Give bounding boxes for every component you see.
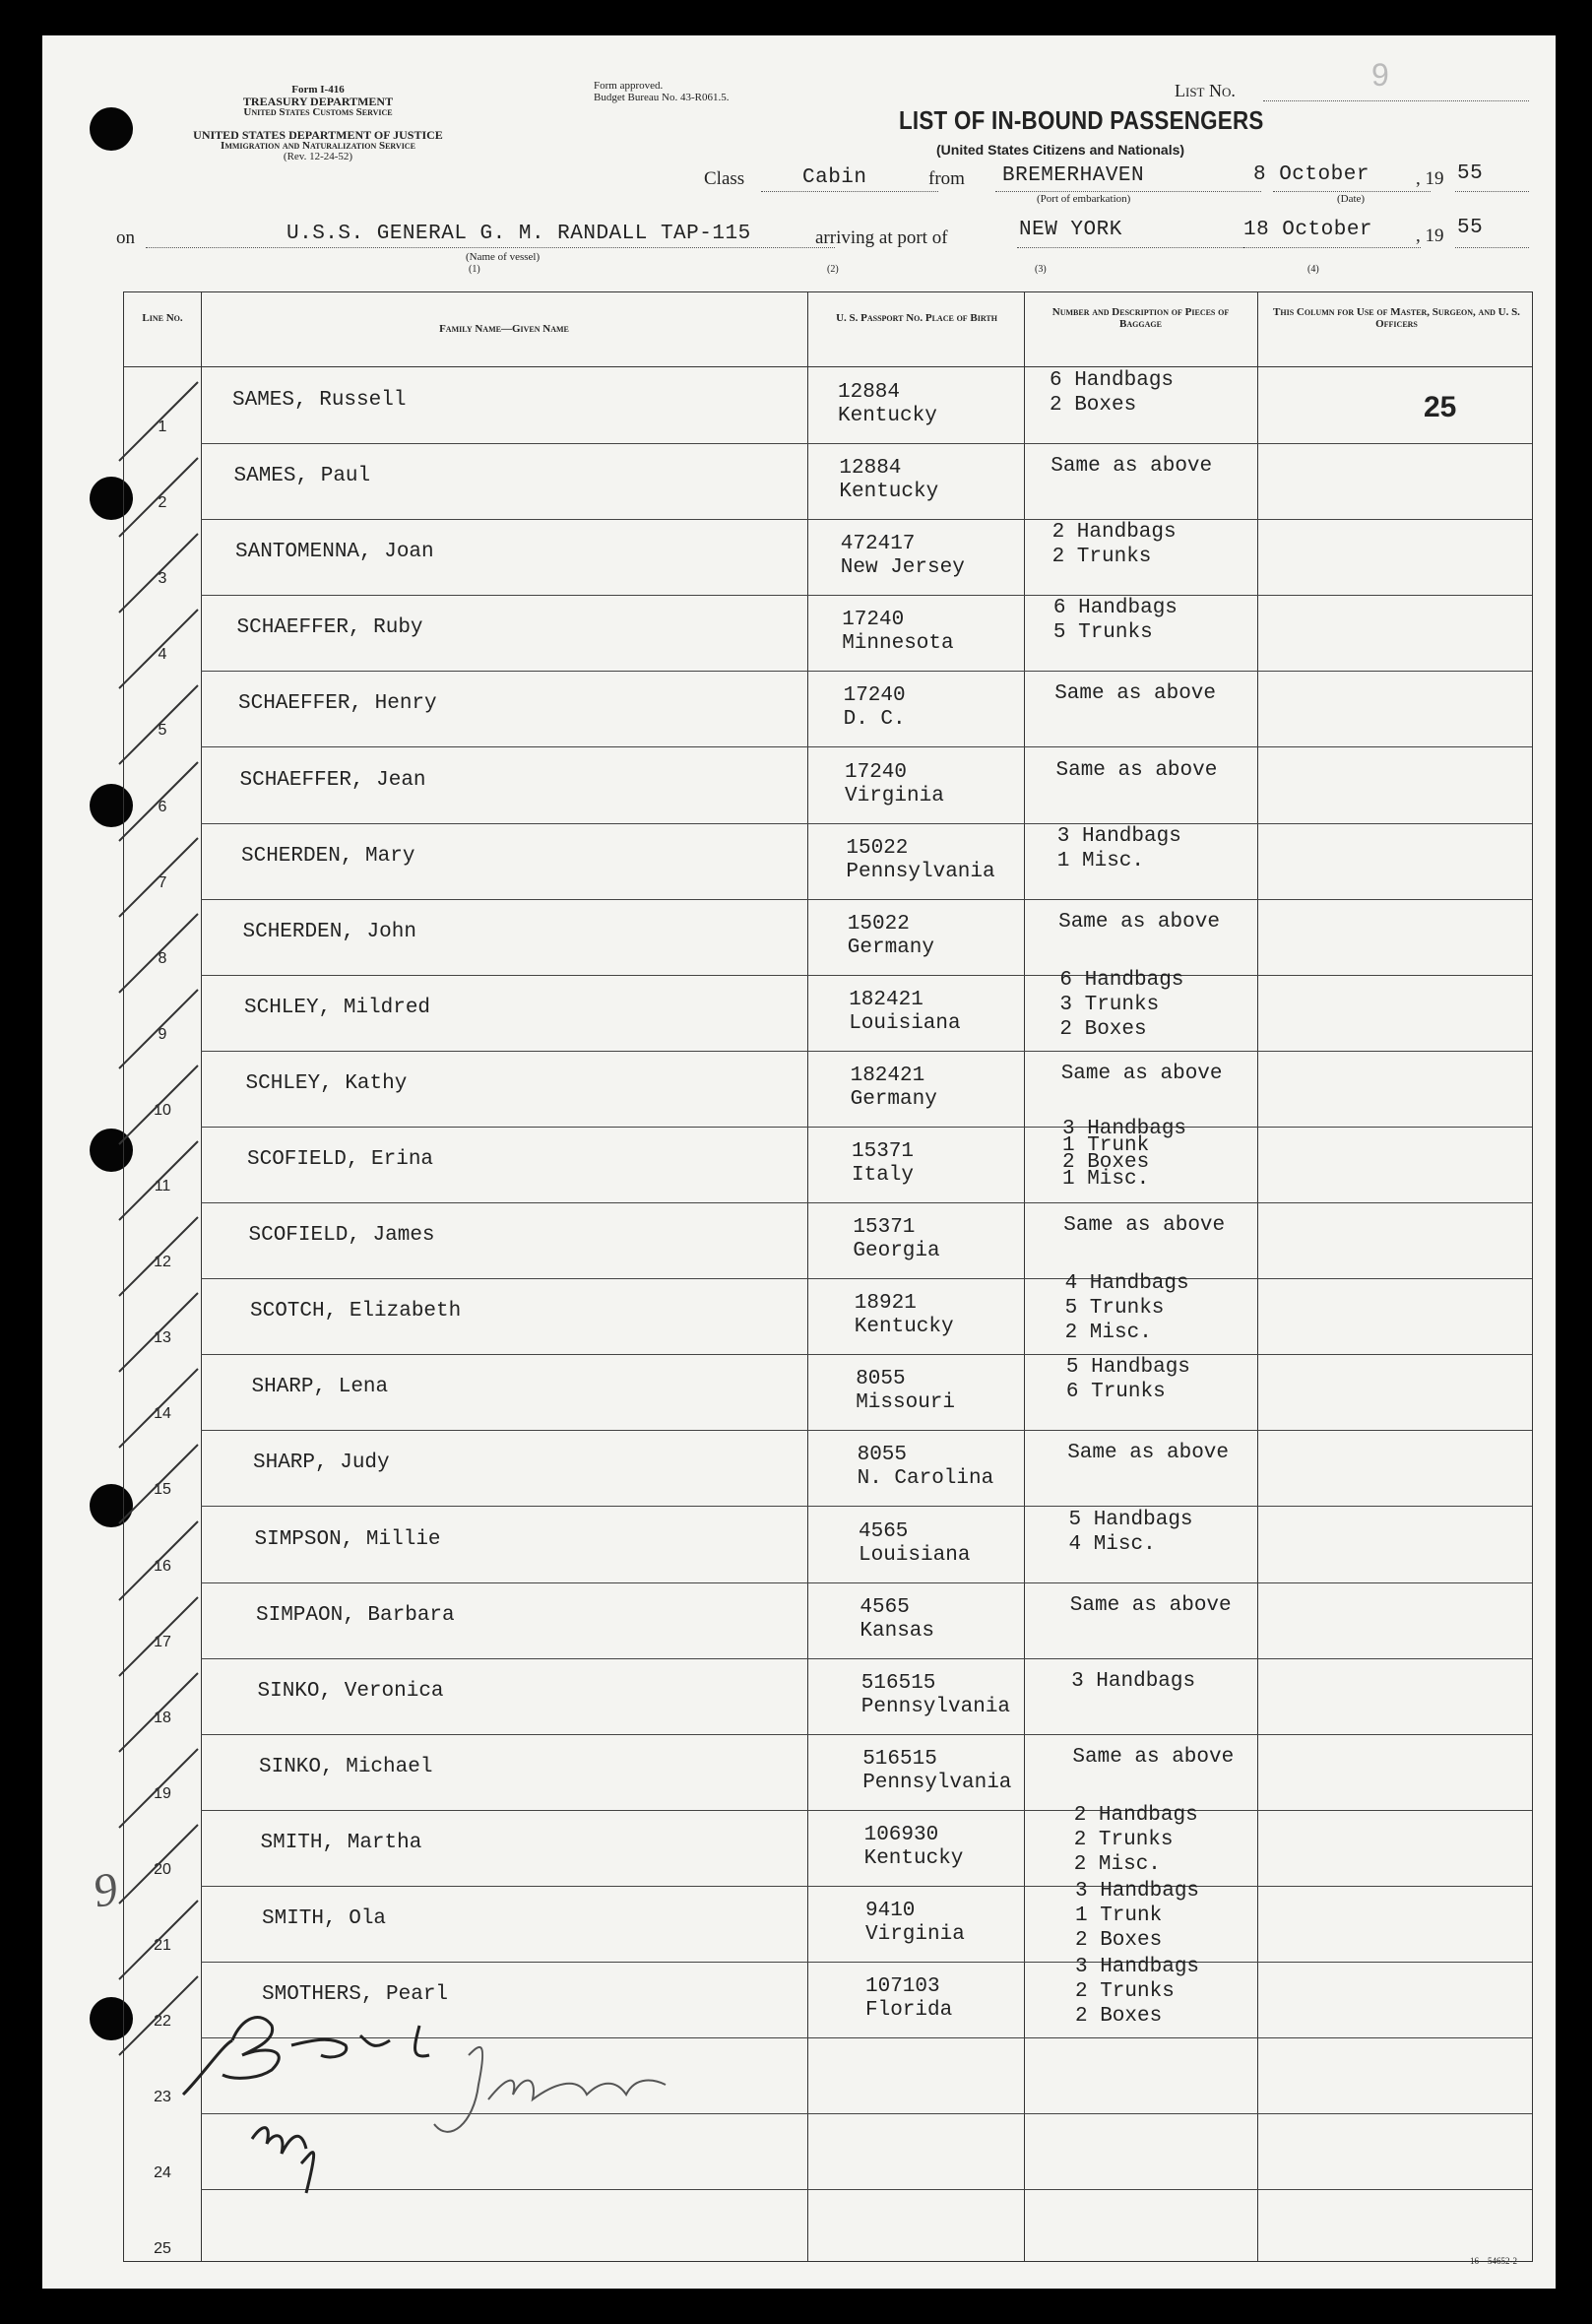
- table-row: [124, 747, 1532, 823]
- passenger-name: SCHLEY, Kathy: [245, 1071, 408, 1095]
- passport-cell: [859, 1520, 970, 1568]
- passenger-name: SINKO, Michael: [259, 1755, 433, 1778]
- line-number: 8: [158, 949, 167, 967]
- col-marker-3: (3): [1035, 264, 1047, 275]
- baggage-item: 2 Boxes: [1075, 2005, 1163, 2029]
- baggage-item: 1 Misc.: [1056, 849, 1145, 872]
- line-number: 25: [154, 2240, 171, 2258]
- baggage-item: 6 Trunks: [1065, 1381, 1166, 1404]
- passport-cell: [841, 533, 965, 580]
- place-of-birth: New Jersey: [840, 556, 965, 580]
- place-of-birth: N. Carolina: [857, 1467, 994, 1491]
- baggage-item: Same as above: [1072, 1745, 1235, 1769]
- passenger-name: SMITH, Ola: [262, 1907, 387, 1930]
- baggage-item: Same as above: [1054, 682, 1217, 706]
- col-marker-1: (1): [469, 264, 480, 275]
- table-row: [124, 443, 1532, 519]
- footer-code: 16—54652-2: [1470, 2256, 1517, 2266]
- passenger-name: SIMPAON, Barbara: [256, 1603, 455, 1627]
- baggage-item: 5 Trunks: [1064, 1297, 1165, 1321]
- line-number: 23: [154, 2089, 171, 2106]
- vessel-line: [146, 247, 835, 248]
- place-of-birth: Italy: [852, 1164, 915, 1187]
- baggage-item: 1 Trunk: [1075, 1904, 1163, 1927]
- baggage-cell: [1050, 368, 1174, 418]
- passport-cell: [865, 1900, 965, 1947]
- baggage-item: 2 Boxes: [1059, 1017, 1147, 1041]
- departure-date: 8 October: [1253, 163, 1369, 186]
- passport-cell: [856, 1368, 955, 1415]
- arrival-date: 18 October: [1243, 219, 1373, 241]
- baggage-item: 1 Misc.: [1062, 1168, 1150, 1191]
- port-caption: (Port of embarkation): [1037, 193, 1131, 205]
- baggage-cell: [1058, 910, 1220, 935]
- class-label: Class: [704, 168, 745, 189]
- passport-number: 8055: [856, 1368, 906, 1391]
- line-number: 18: [154, 1709, 171, 1726]
- arr-year-prefix: , 19: [1416, 226, 1444, 246]
- table-row: [124, 1734, 1532, 1810]
- punch-hole: [90, 107, 133, 151]
- class-line: [761, 191, 938, 192]
- passenger-name: SCHAEFFER, Henry: [238, 692, 437, 716]
- arr-port-line: [1017, 247, 1243, 248]
- passenger-name: SAMES, Paul: [233, 465, 371, 488]
- table-row: [124, 671, 1532, 746]
- passport-number: 12884: [838, 381, 901, 404]
- arr-year-line: [1455, 247, 1529, 248]
- table-row: [124, 1272, 1532, 1354]
- table-row: [124, 1118, 1532, 1202]
- officer-count: 25: [1424, 391, 1457, 423]
- baggage-item: 6 Handbags: [1050, 369, 1175, 392]
- place-of-birth: Minnesota: [842, 632, 954, 656]
- table-row: [124, 823, 1532, 899]
- table-row: [124, 1582, 1532, 1658]
- passport-number: 15371: [852, 1140, 915, 1163]
- baggage-cell: [1061, 1062, 1223, 1086]
- baggage-cell: [1054, 681, 1216, 706]
- passport-cell: [860, 1596, 934, 1644]
- line-number: 6: [158, 798, 167, 815]
- col-header-officers: This Column for Use of Master, Surgeon, and U. S. Officers: [1273, 306, 1520, 330]
- passport-number: 4565: [859, 1519, 909, 1543]
- margin-note: 9: [89, 1862, 122, 1918]
- table-row: [124, 1354, 1532, 1430]
- baggage-cell: [1066, 1355, 1190, 1404]
- baggage-item: 2 Misc.: [1064, 1322, 1152, 1345]
- port-embarkation: BREMERHAVEN: [1002, 164, 1145, 187]
- page-title: LIST OF IN-BOUND PASSENGERS: [899, 105, 1264, 135]
- justice-dept: UNITED STATES DEPARTMENT OF JUSTICE: [193, 128, 443, 142]
- line-number: 13: [154, 1329, 171, 1347]
- place-of-birth: Kentucky: [863, 1846, 964, 1870]
- baggage-cell: [1074, 1803, 1198, 1877]
- approval-text: Form approved.: [594, 80, 664, 92]
- passenger-name: SCHERDEN, John: [242, 920, 416, 943]
- from-line: [995, 191, 1261, 192]
- baggage-item: 5 Handbags: [1065, 1356, 1190, 1380]
- passenger-name: SCHLEY, Mildred: [244, 996, 431, 1019]
- line-number: 5: [158, 722, 167, 740]
- passport-number: 516515: [860, 1671, 936, 1695]
- passport-cell: [842, 609, 953, 656]
- baggage-cell: [1065, 1271, 1189, 1345]
- passport-number: 182421: [849, 988, 923, 1011]
- line-number: 3: [158, 570, 167, 588]
- baggage-cell: [1071, 1669, 1195, 1694]
- baggage-item: 6 Handbags: [1052, 597, 1178, 620]
- baggage-item: 2 Handbags: [1073, 1803, 1198, 1827]
- baggage-item: 4 Handbags: [1064, 1272, 1189, 1296]
- baggage-item: 2 Trunks: [1051, 546, 1152, 569]
- line-number: 11: [154, 1178, 171, 1194]
- baggage-item: 2 Trunks: [1075, 1980, 1175, 2004]
- on-label: on: [116, 227, 135, 248]
- line-number: 22: [154, 2013, 171, 2031]
- table-row: [124, 968, 1532, 1051]
- class-value: Cabin: [802, 166, 867, 189]
- place-of-birth: Missouri: [856, 1391, 956, 1415]
- passport-number: 106930: [863, 1823, 939, 1846]
- place-of-birth: Kansas: [860, 1619, 935, 1643]
- baggage-item: 5 Trunks: [1052, 621, 1153, 645]
- passport-cell: [838, 381, 937, 428]
- baggage-item: 4 Misc.: [1068, 1532, 1156, 1556]
- passport-number: 516515: [862, 1747, 937, 1771]
- passenger-name: SCHAEFFER, Ruby: [236, 616, 423, 640]
- passenger-name: SCOFIELD, James: [248, 1224, 435, 1248]
- table-row: [124, 367, 1532, 443]
- passenger-table: [123, 291, 1533, 2262]
- line-number: 24: [154, 2164, 171, 2182]
- passenger-name: SINKO, Veronica: [257, 1679, 444, 1703]
- passport-cell: [849, 989, 960, 1036]
- baggage-item: 2 Misc.: [1073, 1852, 1161, 1876]
- passport-number: 18921: [854, 1292, 917, 1316]
- line-number: 10: [154, 1101, 171, 1119]
- passport-number: 9410: [865, 1900, 916, 1922]
- baggage-item: 1 Trunk: [1062, 1134, 1150, 1157]
- baggage-item: Same as above: [1063, 1214, 1226, 1238]
- treasury-dept: TREASURY DEPARTMENT: [242, 95, 394, 108]
- baggage-cell: [1051, 454, 1212, 479]
- baggage-item: 3 Handbags: [1062, 1118, 1187, 1140]
- col-header-name: Family Name—Given Name: [439, 323, 569, 335]
- arriving-label: arriving at port of: [815, 227, 948, 248]
- year-prefix: , 19: [1416, 168, 1444, 189]
- passenger-name: SMOTHERS, Pearl: [262, 1983, 449, 2007]
- date-line: [1273, 191, 1431, 192]
- passport-cell: [846, 837, 994, 884]
- passport-cell: [852, 1140, 914, 1188]
- passenger-name: SANTOMENNA, Joan: [235, 541, 434, 564]
- passenger-name: SAMES, Russell: [232, 389, 407, 412]
- passport-number: 182421: [850, 1064, 925, 1087]
- baggage-item: 3 Handbags: [1071, 1669, 1196, 1693]
- passport-number: 17240: [843, 684, 906, 708]
- date-caption: (Date): [1337, 193, 1366, 205]
- place-of-birth: Pennsylvania: [846, 860, 995, 883]
- table-row: [124, 1507, 1532, 1582]
- line-number: 21: [154, 1937, 171, 1954]
- baggage-item: 3 Trunks: [1059, 993, 1160, 1016]
- line-number: 16: [154, 1557, 171, 1575]
- place-of-birth: Virginia: [865, 1923, 965, 1946]
- line-number: 2: [158, 494, 167, 512]
- baggage-cell: [1067, 1441, 1229, 1465]
- ins-service: Immigration and Naturalization Service: [221, 140, 415, 152]
- baggage-item: 2 Boxes: [1075, 1929, 1163, 1952]
- place-of-birth: Kentucky: [838, 405, 937, 427]
- list-no-label: List No.: [1175, 81, 1236, 100]
- place-of-birth: Kentucky: [839, 481, 939, 504]
- table-row: [124, 899, 1532, 975]
- passport-number: 17240: [845, 760, 908, 784]
- table-row: [124, 1658, 1532, 1734]
- revision: (Rev. 12-24-52): [283, 151, 353, 162]
- arr-date-line: [1243, 247, 1421, 248]
- passenger-name: SMITH, Martha: [260, 1831, 422, 1854]
- line-number: 14: [154, 1405, 171, 1423]
- line-number: 7: [158, 873, 167, 891]
- line-number: 4: [158, 646, 167, 664]
- baggage-cell: [1053, 596, 1178, 645]
- arrival-year: 55: [1457, 217, 1484, 239]
- baggage-item: Same as above: [1051, 455, 1213, 479]
- baggage-cell: [1057, 824, 1181, 873]
- baggage-item: 5 Handbags: [1068, 1508, 1193, 1531]
- place-of-birth: Virginia: [845, 784, 944, 807]
- passenger-name: SCHAEFFER, Jean: [239, 768, 426, 792]
- baggage-item: 3 Handbags: [1075, 1880, 1200, 1903]
- line-number: 19: [154, 1784, 171, 1802]
- passport-cell: [839, 457, 938, 504]
- baggage-item: 2 Handbags: [1051, 521, 1177, 545]
- passport-number: 15371: [853, 1216, 916, 1240]
- budget-text: Budget Bureau No. 43-R061.5.: [594, 92, 730, 103]
- place-of-birth: Germany: [850, 1087, 937, 1111]
- passenger-name: SCOFIELD, Erina: [247, 1148, 434, 1171]
- place-of-birth: Louisiana: [859, 1543, 971, 1567]
- baggage-item: 2 Boxes: [1050, 394, 1137, 417]
- baggage-item: 2 Trunks: [1073, 1828, 1174, 1851]
- passport-cell: [851, 1065, 937, 1112]
- table-row: [124, 1051, 1532, 1127]
- passenger-name: SIMPSON, Millie: [254, 1527, 441, 1551]
- col-header-line-no: Line No.: [142, 312, 183, 324]
- place-of-birth: Germany: [847, 936, 935, 959]
- departure-year: 55: [1457, 162, 1484, 185]
- line-number: 17: [154, 1633, 171, 1650]
- vessel-caption: (Name of vessel): [466, 251, 541, 263]
- passport-cell: [862, 1748, 1011, 1795]
- table-row: [124, 595, 1532, 671]
- year-line: [1455, 191, 1529, 192]
- table-row: [124, 1430, 1532, 1506]
- passenger-name: SHARP, Lena: [251, 1376, 389, 1399]
- baggage-cell: [1072, 1745, 1234, 1770]
- line-number: 1: [158, 419, 167, 435]
- from-label: from: [928, 168, 965, 189]
- line-number: 20: [154, 1860, 171, 1878]
- passport-cell: [864, 1824, 964, 1871]
- baggage-cell: [1059, 968, 1183, 1042]
- passenger-name: SHARP, Judy: [253, 1452, 390, 1475]
- baggage-item: 3 Handbags: [1075, 1956, 1200, 1979]
- place-of-birth: Florida: [865, 1999, 953, 2023]
- form-approved: [594, 80, 729, 103]
- page-number: 9: [1371, 57, 1389, 93]
- baggage-item: Same as above: [1060, 1062, 1223, 1085]
- col-marker-4: (4): [1307, 264, 1319, 275]
- passport-number: 17240: [842, 609, 905, 632]
- baggage-cell: [1056, 758, 1218, 783]
- manifest-page: [42, 35, 1556, 2289]
- place-of-birth: Pennsylvania: [862, 1771, 1012, 1794]
- passport-number: 4565: [860, 1595, 910, 1619]
- passport-cell: [858, 1444, 994, 1491]
- passport-number: 15022: [847, 912, 910, 936]
- passport-number: 12884: [839, 457, 902, 481]
- col-header-passport: U. S. Passport No. Place of Birth: [836, 312, 997, 324]
- passport-number: 107103: [865, 1975, 940, 1999]
- place-of-birth: Louisiana: [849, 1011, 961, 1035]
- table-row: [124, 1880, 1532, 1962]
- baggage-item: 2 Boxes: [1062, 1151, 1150, 1174]
- passport-cell: [853, 1216, 939, 1263]
- baggage-cell: [1075, 1879, 1199, 1953]
- col-header-baggage: Number and Description of Pieces of Baggage: [1051, 306, 1230, 330]
- place-of-birth: Georgia: [853, 1240, 940, 1263]
- vessel-name: U.S.S. GENERAL G. M. RANDALL TAP-115: [287, 223, 751, 245]
- baggage-item: Same as above: [1055, 758, 1218, 782]
- col-marker-2: (2): [827, 264, 839, 275]
- baggage-item: 3 Handbags: [1056, 824, 1181, 848]
- line-number: 15: [154, 1481, 171, 1499]
- baggage-cell: [1075, 1955, 1199, 2029]
- customs-service: United States Customs Service: [243, 106, 393, 118]
- signature-scribble: [163, 2006, 774, 2203]
- form-number: Form I-416: [291, 84, 345, 96]
- place-of-birth: Pennsylvania: [860, 1695, 1011, 1718]
- baggage-item: Same as above: [1067, 1442, 1230, 1465]
- passport-cell: [848, 913, 934, 960]
- table-row: [124, 1202, 1532, 1278]
- passenger-name: SCOTCH, Elizabeth: [250, 1300, 462, 1323]
- page-subtitle: (United States Citizens and Nationals): [936, 142, 1185, 158]
- passport-number: 8055: [857, 1444, 908, 1467]
- baggage-item: Same as above: [1058, 910, 1220, 934]
- baggage-cell: [1069, 1508, 1193, 1557]
- line-number: 9: [158, 1025, 167, 1043]
- passport-cell: [845, 761, 944, 808]
- place-of-birth: Kentucky: [854, 1316, 954, 1339]
- baggage-cell: [1070, 1593, 1232, 1618]
- line-number: 12: [154, 1254, 171, 1271]
- arrival-port: NEW YORK: [1019, 219, 1122, 241]
- baggage-cell: [1063, 1213, 1225, 1238]
- passport-cell: [865, 1975, 952, 2023]
- passport-cell: [855, 1292, 954, 1339]
- table-row: [124, 1803, 1532, 1886]
- baggage-cell: [1052, 520, 1177, 569]
- baggage-item: Same as above: [1069, 1593, 1232, 1617]
- passport-cell: [844, 684, 906, 732]
- table-row: [124, 519, 1532, 595]
- passport-number: 472417: [840, 533, 916, 556]
- list-no-line: [1263, 100, 1529, 101]
- passport-cell: [861, 1672, 1010, 1719]
- baggage-cell: [1062, 1118, 1187, 1191]
- passport-number: 15022: [846, 836, 909, 860]
- baggage-item: 6 Handbags: [1059, 968, 1184, 992]
- passenger-name: SCHERDEN, Mary: [241, 844, 415, 868]
- place-of-birth: D. C.: [843, 708, 906, 732]
